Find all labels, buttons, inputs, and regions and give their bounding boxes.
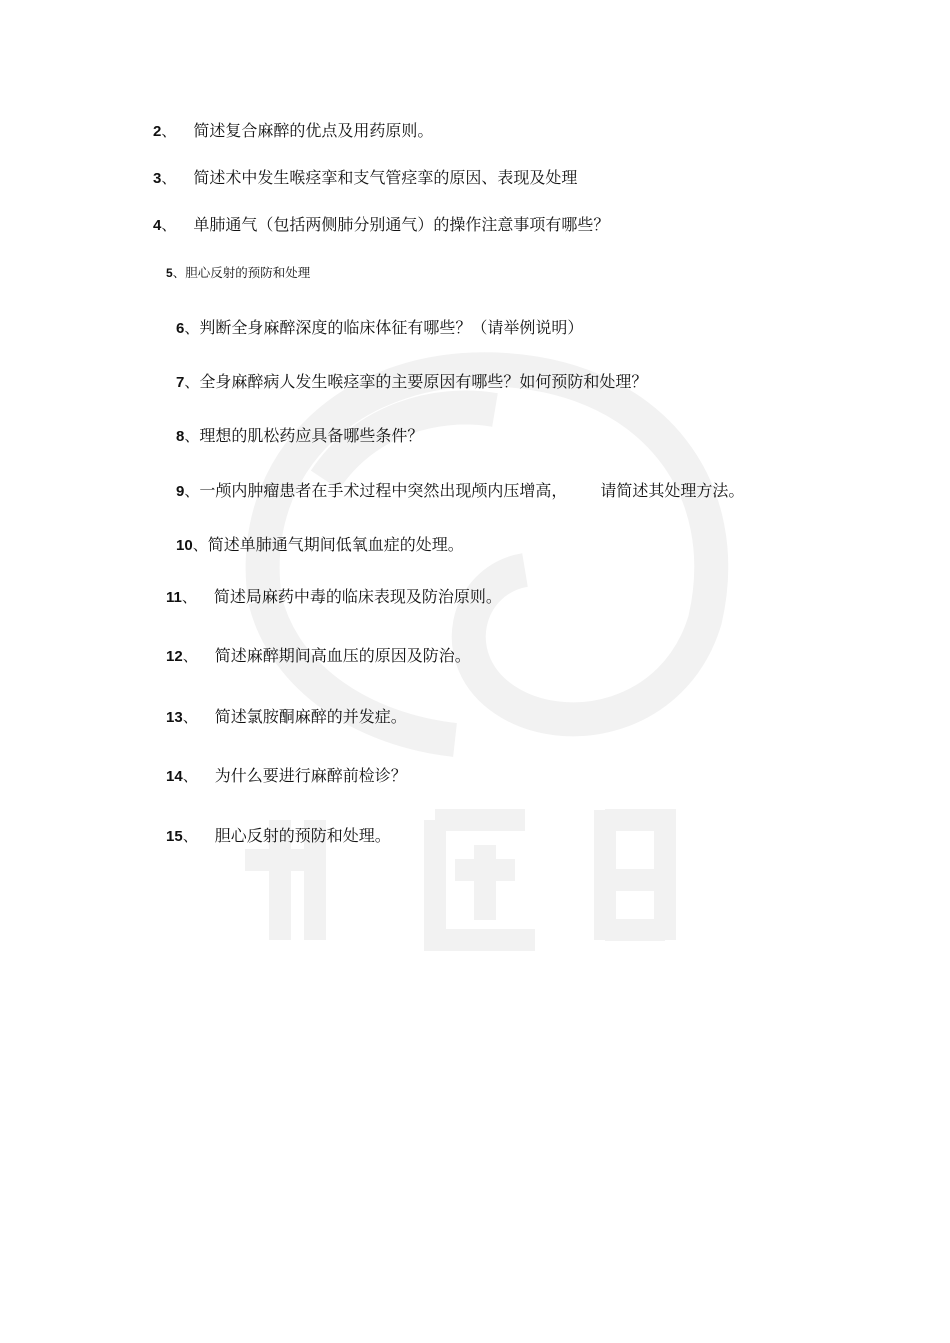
question-text: 为什么要进行麻醉前检诊？ [214, 766, 407, 785]
question-separator: 、 [184, 482, 200, 500]
question-text: 简述单肺通气期间低氧血症的处理。 [207, 535, 464, 554]
question-2 [153, 121, 433, 142]
question-14 [166, 766, 407, 787]
question-number: 8 [176, 428, 185, 445]
question-text: 判断全身麻醉深度的临床体征有哪些？（请举例说明） [199, 318, 584, 337]
question-separator: 、 [172, 265, 186, 280]
question-separator: 、 [182, 767, 198, 785]
question-text: 简述术中发生喉痉挛和支气管痉挛的原因、表现及处理 [193, 168, 578, 187]
question-number: 14 [166, 768, 183, 785]
question-12 [166, 646, 471, 667]
question-number: 11 [166, 589, 182, 606]
question-number: 4 [153, 217, 162, 234]
question-11 [166, 587, 502, 608]
question-separator: 、 [161, 216, 177, 234]
question-separator: 、 [181, 588, 197, 606]
question-separator: 、 [161, 122, 177, 140]
question-text: 一颅内肿瘤患者在手术过程中突然出现颅内压增高， [199, 481, 568, 500]
question-separator: 、 [182, 647, 198, 665]
question-separator: 、 [182, 827, 198, 845]
question-separator: 、 [184, 319, 200, 337]
question-separator: 、 [184, 427, 200, 445]
question-text: 简述复合麻醉的优点及用药原则。 [193, 121, 434, 140]
question-text: 简述氯胺酮麻醉的并发症。 [214, 707, 407, 726]
question-separator: 、 [182, 708, 198, 726]
question-number: 12 [166, 648, 183, 665]
question-number: 3 [153, 170, 162, 187]
question-text: 简述麻醉期间高血压的原因及防治。 [214, 646, 471, 665]
question-text: 简述局麻药中毒的临床表现及防治原则。 [213, 587, 502, 606]
question-3 [153, 168, 577, 189]
question-text-continued: 请简述其处理方法。 [600, 481, 745, 500]
question-text: 理想的肌松药应具备哪些条件？ [199, 426, 424, 445]
question-number: 15 [166, 828, 183, 845]
question-text: 胆心反射的预防和处理。 [214, 826, 391, 845]
question-8 [176, 426, 423, 447]
question-text: 全身麻醉病人发生喉痉挛的主要原因有哪些？如何预防和处理？ [199, 372, 648, 391]
question-number: 10 [176, 537, 193, 554]
question-separator: 、 [184, 373, 200, 391]
question-separator: 、 [192, 536, 208, 554]
question-number: 5 [166, 266, 173, 280]
question-7 [176, 372, 647, 393]
question-text: 单肺通气（包括两侧肺分别通气）的操作注意事项有哪些？ [193, 215, 610, 234]
question-number: 13 [166, 709, 183, 726]
question-text: 胆心反射的预防和处理 [185, 265, 311, 280]
question-separator: 、 [161, 169, 177, 187]
question-6 [176, 318, 583, 339]
question-number: 7 [176, 374, 185, 391]
question-13 [166, 707, 407, 728]
question-number: 2 [153, 123, 162, 140]
question-15 [166, 826, 391, 847]
question-9 [176, 481, 744, 502]
question-5 [166, 263, 310, 283]
question-4 [153, 215, 609, 236]
question-number: 6 [176, 320, 185, 337]
question-number: 9 [176, 483, 185, 500]
question-10 [176, 535, 464, 556]
logo-watermark-icon [205, 300, 755, 960]
